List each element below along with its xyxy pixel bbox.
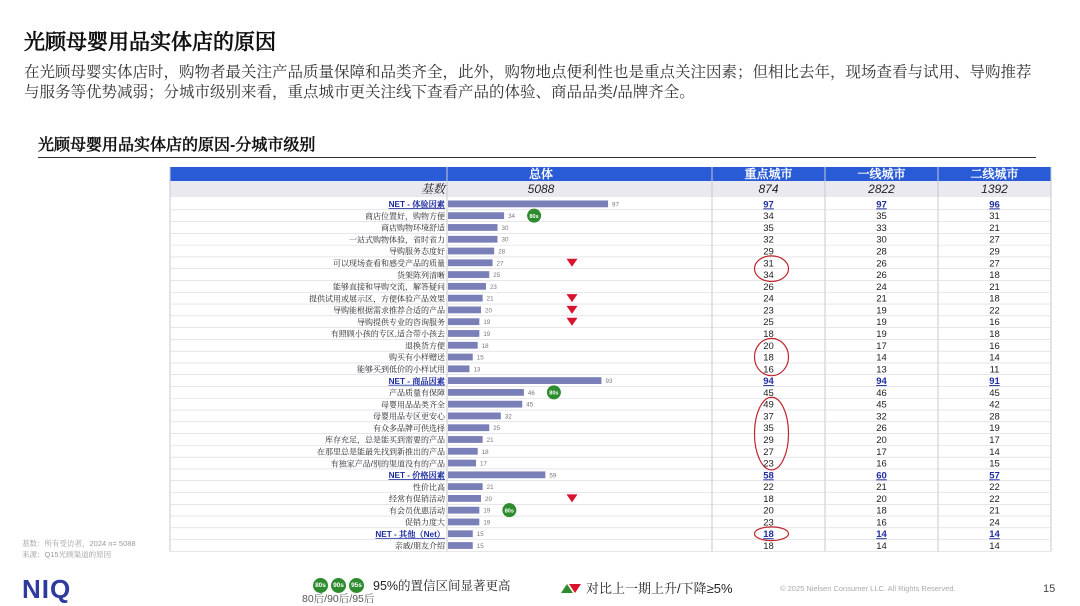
city-value-1: 31 xyxy=(763,258,774,270)
city-value-2: 16 xyxy=(876,517,887,529)
total-bar-label: 19 xyxy=(483,319,491,327)
city-value-2: 26 xyxy=(876,270,887,282)
total-bar xyxy=(448,460,476,467)
city-value-2: 97 xyxy=(876,199,887,211)
city-value-2: 30 xyxy=(876,234,887,246)
city-value-1: 29 xyxy=(763,246,774,258)
city-value-3: 15 xyxy=(989,458,1000,470)
city-value-3: 21 xyxy=(989,222,1000,234)
row-label: 退换货方便 xyxy=(405,341,445,351)
city-value-2: 19 xyxy=(876,328,887,340)
total-bar xyxy=(448,436,483,443)
city-value-3: 21 xyxy=(989,281,1000,293)
city-value-1: 18 xyxy=(763,328,774,340)
city-value-3: 21 xyxy=(989,505,1000,517)
row-label: 导购能根据需求推荐合适的产品 xyxy=(333,306,445,316)
city-value-2: 21 xyxy=(876,293,887,305)
city-value-2: 60 xyxy=(876,470,887,482)
row-label: 产品质量有保障 xyxy=(389,388,445,398)
total-bar-label: 19 xyxy=(483,507,491,515)
total-bar-label: 34 xyxy=(508,213,515,221)
base-value-1: 874 xyxy=(758,182,779,196)
city-value-2: 14 xyxy=(876,541,887,553)
city-value-2: 17 xyxy=(876,340,887,352)
up-down-triangle-icon xyxy=(560,582,582,594)
total-bar xyxy=(448,413,501,420)
significance-legend-text: 95%的置信区间显著更高 xyxy=(373,579,511,593)
row-label: 有照顾小孩的专区,适合带小孩去 xyxy=(330,329,445,339)
city-value-2: 13 xyxy=(876,364,887,376)
city-value-1: 97 xyxy=(763,199,774,211)
row-label: NET - 体验因素 xyxy=(388,200,445,210)
city-value-2: 26 xyxy=(876,423,887,435)
city-value-3: 91 xyxy=(989,376,1000,388)
header-total: 总体 xyxy=(528,167,554,181)
city-value-2: 46 xyxy=(876,387,887,399)
total-bar xyxy=(448,471,545,478)
total-bar xyxy=(448,283,486,290)
city-value-1: 37 xyxy=(763,411,774,423)
city-value-1: 49 xyxy=(763,399,774,411)
row-label: NET - 其他（Net） xyxy=(375,529,445,539)
row-label: 促销力度大 xyxy=(405,518,445,528)
row-label: NET - 价格因素 xyxy=(388,471,445,481)
base-value-2: 2822 xyxy=(868,182,895,196)
row-label: 有独家产品/别的渠道没有的产品 xyxy=(330,459,445,469)
page-summary: 在光顾母婴实体店时，购物者最关注产品质量保障和品类齐全，此外，购物地点便利性也是重点关注因素；但相比去年，现场查看与试用、导购推荐与服务等优势减弱；分城市级别来看，重点城市更关注线下查看产品的体验、商品品类/品牌齐全。 xyxy=(24,64,1032,101)
footnote-base: 基数：所有受访者，2024 n= 5088 xyxy=(22,539,136,548)
down-triangle-icon xyxy=(567,306,578,314)
city-value-2: 16 xyxy=(876,458,887,470)
total-bar-label: 93 xyxy=(605,378,613,386)
row-label: 商店购物环境舒适 xyxy=(381,223,445,233)
city-value-2: 19 xyxy=(876,305,887,317)
total-bar xyxy=(448,330,479,337)
city-value-1: 20 xyxy=(763,505,774,517)
chart-title: 光顾母婴用品实体店的原因-分城市级别 xyxy=(38,137,316,154)
city-value-3: 17 xyxy=(989,434,1000,446)
total-bar xyxy=(448,519,479,526)
significance-badge-label: 80s xyxy=(549,390,559,397)
city-value-2: 35 xyxy=(876,211,887,223)
total-bar-label: 25 xyxy=(493,272,501,280)
city-value-2: 33 xyxy=(876,222,887,234)
city-value-2: 14 xyxy=(876,529,887,541)
city-value-3: 24 xyxy=(989,517,1000,529)
total-bar xyxy=(448,318,479,325)
city-value-3: 27 xyxy=(989,258,1000,270)
total-bar-label: 30 xyxy=(501,224,509,232)
city-value-3: 14 xyxy=(989,541,1000,553)
total-bar-label: 15 xyxy=(476,543,484,551)
city-value-3: 27 xyxy=(989,234,1000,246)
row-label: 导购服务态度好 xyxy=(389,247,445,257)
total-bar xyxy=(448,377,601,384)
total-bar-label: 19 xyxy=(483,519,491,527)
total-bar xyxy=(448,530,473,537)
city-value-3: 14 xyxy=(989,529,1000,541)
total-bar-label: 21 xyxy=(486,295,494,303)
city-value-3: 16 xyxy=(989,317,1000,329)
significance-badge-label: 80s xyxy=(504,508,514,515)
total-bar xyxy=(448,542,473,549)
row-label: 库存充足，总是能买到需要的产品 xyxy=(325,435,445,445)
city-value-1: 18 xyxy=(763,529,774,541)
city-value-1: 18 xyxy=(763,352,774,364)
total-bar-label: 23 xyxy=(489,283,497,291)
city-value-1: 20 xyxy=(763,340,774,352)
city-value-3: 57 xyxy=(989,470,1000,482)
city-value-2: 14 xyxy=(876,352,887,364)
total-bar xyxy=(448,483,483,490)
city-value-1: 23 xyxy=(763,458,774,470)
total-bar xyxy=(448,401,522,408)
total-bar-label: 45 xyxy=(526,401,534,409)
total-bar xyxy=(448,200,608,207)
city-value-1: 27 xyxy=(763,446,774,458)
down-triangle-icon xyxy=(567,259,578,267)
city-value-3: 11 xyxy=(989,364,1000,376)
city-value-3: 45 xyxy=(989,387,1000,399)
change-legend xyxy=(560,578,733,597)
city-value-2: 24 xyxy=(876,281,887,293)
total-bar xyxy=(448,389,524,396)
city-value-2: 26 xyxy=(876,258,887,270)
total-bar-label: 15 xyxy=(476,531,484,539)
header-3: 二线城市 xyxy=(970,167,1019,181)
city-value-3: 18 xyxy=(989,293,1000,305)
total-bar-label: 28 xyxy=(498,248,506,256)
total-bar xyxy=(448,365,469,372)
total-bar-label: 15 xyxy=(476,354,484,362)
badge-80s-icon: 80s xyxy=(313,578,328,593)
row-label: 母婴用品品类齐全 xyxy=(381,400,445,410)
row-label: 亲戚/朋友介绍 xyxy=(394,541,445,551)
city-value-3: 22 xyxy=(989,493,1000,505)
niq-logo: NIQ xyxy=(22,574,72,604)
total-bar-label: 97 xyxy=(612,201,619,209)
city-value-3: 28 xyxy=(989,411,1000,423)
row-label: 购买有小样赠送 xyxy=(389,353,445,363)
city-value-2: 20 xyxy=(876,493,887,505)
header-1: 重点城市 xyxy=(744,167,793,181)
total-bar xyxy=(448,248,494,255)
row-label: 在那里总是能最先找到新推出的产品 xyxy=(317,447,445,457)
city-value-3: 18 xyxy=(989,328,1000,340)
header-2: 一线城市 xyxy=(857,167,906,181)
base-row xyxy=(170,181,1051,197)
total-bar xyxy=(448,424,489,431)
change-legend-text: 对比上一期上升/下降≥5% xyxy=(586,581,733,596)
row-label: 货架陈列清晰 xyxy=(397,270,445,280)
total-bar-label: 46 xyxy=(527,389,535,397)
city-value-1: 45 xyxy=(763,387,774,399)
city-value-1: 18 xyxy=(763,541,774,553)
city-value-2: 17 xyxy=(876,446,887,458)
row-label: 经常有促销活动 xyxy=(389,494,445,504)
total-bar-label: 19 xyxy=(483,330,491,338)
total-bar-label: 27 xyxy=(496,260,504,268)
city-value-3: 22 xyxy=(989,482,1000,494)
header-row xyxy=(170,167,1051,181)
total-bar xyxy=(448,507,479,514)
city-value-1: 24 xyxy=(763,293,774,305)
city-value-1: 35 xyxy=(763,423,774,435)
city-value-2: 21 xyxy=(876,482,887,494)
row-label: 导购提供专业的咨询服务 xyxy=(357,317,445,327)
total-bar xyxy=(448,495,481,502)
total-bar xyxy=(448,236,498,243)
badge-90s-icon: 90s xyxy=(331,578,346,593)
total-bar xyxy=(448,259,493,266)
city-value-3: 22 xyxy=(989,305,1000,317)
down-triangle-icon xyxy=(567,294,578,302)
total-bar-label: 32 xyxy=(504,413,512,421)
city-value-1: 22 xyxy=(763,482,774,494)
row-label: 一站式购物体验，省时省力 xyxy=(349,235,445,245)
city-value-1: 34 xyxy=(763,270,774,282)
row-label: 能够直接和导购交流，解答疑问 xyxy=(333,282,445,292)
city-value-3: 14 xyxy=(989,446,1000,458)
total-bar xyxy=(448,307,481,314)
city-value-1: 34 xyxy=(763,211,774,223)
base-total: 5088 xyxy=(527,182,555,196)
significance-badge-label: 80s xyxy=(529,213,539,220)
city-value-1: 23 xyxy=(763,305,774,317)
city-value-3: 29 xyxy=(989,246,1000,258)
city-value-2: 32 xyxy=(876,411,887,423)
row-label: 有会员优惠活动 xyxy=(389,506,445,516)
total-bar xyxy=(448,342,478,349)
city-value-2: 45 xyxy=(876,399,887,411)
page-number: 15 xyxy=(1043,583,1056,595)
city-value-1: 29 xyxy=(763,434,774,446)
total-bar-label: 21 xyxy=(486,436,494,444)
row-label: 母婴用品专区更安心 xyxy=(373,412,445,422)
row-label: 商店位置好，购物方便 xyxy=(365,211,445,221)
total-bar xyxy=(448,271,489,278)
down-triangle-icon xyxy=(567,494,578,502)
significance-legend-sub: 80后/90后/95后 xyxy=(302,593,375,605)
row-label: 性价比高 xyxy=(413,482,445,492)
total-bar-label: 13 xyxy=(473,366,481,374)
down-triangle-icon xyxy=(567,318,578,326)
city-value-3: 19 xyxy=(989,423,1000,435)
total-bar xyxy=(448,448,478,455)
city-value-1: 94 xyxy=(763,376,774,388)
total-bar-label: 18 xyxy=(481,342,489,350)
total-bar-label: 20 xyxy=(485,495,492,503)
city-value-3: 42 xyxy=(989,399,1000,411)
city-value-1: 35 xyxy=(763,222,774,234)
total-bar-label: 17 xyxy=(480,460,487,468)
city-value-3: 14 xyxy=(989,352,1000,364)
total-bar-label: 25 xyxy=(493,425,501,433)
footnote-source: 来源：Q15光顾渠道的原因 xyxy=(22,550,112,559)
city-value-3: 18 xyxy=(989,270,1000,282)
row-label: 可以现场查看和感受产品的质量 xyxy=(333,258,445,268)
page-title: 光顾母婴用品实体店的原因 xyxy=(24,31,276,54)
row-label: NET - 商品因素 xyxy=(388,376,445,386)
row-label: 能够买到低价的小样试用 xyxy=(357,365,445,375)
city-value-2: 20 xyxy=(876,434,887,446)
base-value-3: 1392 xyxy=(981,182,1008,196)
total-bar-label: 20 xyxy=(485,307,492,315)
total-bar-label: 18 xyxy=(481,448,489,456)
city-value-2: 94 xyxy=(876,376,887,388)
copyright: © 2025 Nielsen Consumer LLC. All Rights Reserved. xyxy=(780,584,956,593)
total-bar xyxy=(448,224,498,231)
total-bar-label: 59 xyxy=(549,472,557,480)
total-bar xyxy=(448,212,504,219)
city-value-2: 19 xyxy=(876,317,887,329)
row-label: 提供试用或展示区，方便体验产品效果 xyxy=(309,294,445,304)
city-value-3: 16 xyxy=(989,340,1000,352)
total-bar-label: 21 xyxy=(486,484,494,492)
city-value-1: 23 xyxy=(763,517,774,529)
city-value-1: 32 xyxy=(763,234,774,246)
city-value-1: 25 xyxy=(763,317,774,329)
base-label: 基数 xyxy=(420,182,445,196)
badge-95s-icon: 95s xyxy=(349,578,364,593)
total-bar xyxy=(448,295,483,302)
city-value-2: 18 xyxy=(876,505,887,517)
city-value-3: 31 xyxy=(989,211,1000,223)
total-bar-label: 30 xyxy=(501,236,509,244)
city-value-3: 96 xyxy=(989,199,1000,211)
city-value-1: 58 xyxy=(763,470,774,482)
city-value-1: 18 xyxy=(763,493,774,505)
city-value-1: 16 xyxy=(763,364,774,376)
row-label: 有众多品牌可供选择 xyxy=(373,423,445,433)
total-bar xyxy=(448,354,473,361)
city-value-1: 26 xyxy=(763,281,774,293)
city-value-2: 28 xyxy=(876,246,887,258)
